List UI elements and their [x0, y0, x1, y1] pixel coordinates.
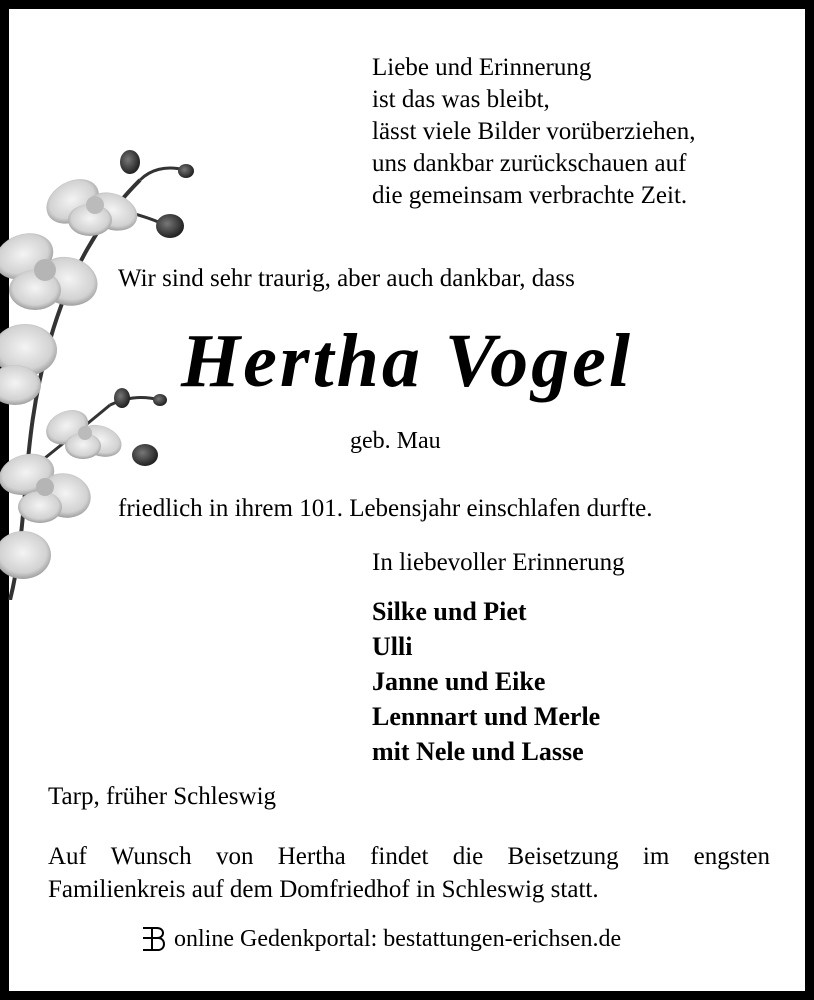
- poem: [372, 52, 696, 212]
- funeral-notice: [48, 840, 770, 906]
- notice-line: Familienkreis auf dem Domfriedhof in Schleswig statt.: [48, 876, 599, 903]
- eb-monogram-icon: [140, 925, 168, 953]
- passing-text: friedlich in ihrem 101. Lebensjahr einschlafen durfte.: [118, 495, 653, 522]
- family-member: mit Nele und Lasse: [372, 737, 584, 766]
- memorial-portal: [140, 925, 621, 953]
- notice-line: Auf Wunsch von Hertha findet die Beisetzung im engsten: [48, 843, 770, 870]
- portal-text: online Gedenkportal: bestattungen-erichsen.de: [174, 925, 622, 952]
- closing-text: In liebevoller Erinnerung: [372, 549, 625, 576]
- family-member: Ulli: [372, 632, 413, 661]
- poem-line: uns dankbar zurückschauen auf: [372, 150, 687, 177]
- deceased-name: Hertha Vogel: [181, 319, 633, 403]
- family-member: Silke und Piet: [372, 597, 527, 626]
- family-member: Lennnart und Merle: [372, 702, 601, 731]
- poem-line: ist das was bleibt,: [372, 86, 550, 113]
- birth-name: geb. Mau: [350, 428, 441, 454]
- intro-text: Wir sind sehr traurig, aber auch dankbar, dass: [118, 265, 575, 292]
- poem-line: die gemeinsam verbrachte Zeit.: [372, 182, 688, 209]
- place-text: Tarp, früher Schleswig: [48, 783, 277, 810]
- poem-line: Liebe und Erinnerung: [372, 54, 592, 81]
- family-member: Janne und Eike: [372, 667, 546, 696]
- family-list: [372, 594, 600, 769]
- poem-line: lässt viele Bilder vorüberziehen,: [372, 118, 696, 145]
